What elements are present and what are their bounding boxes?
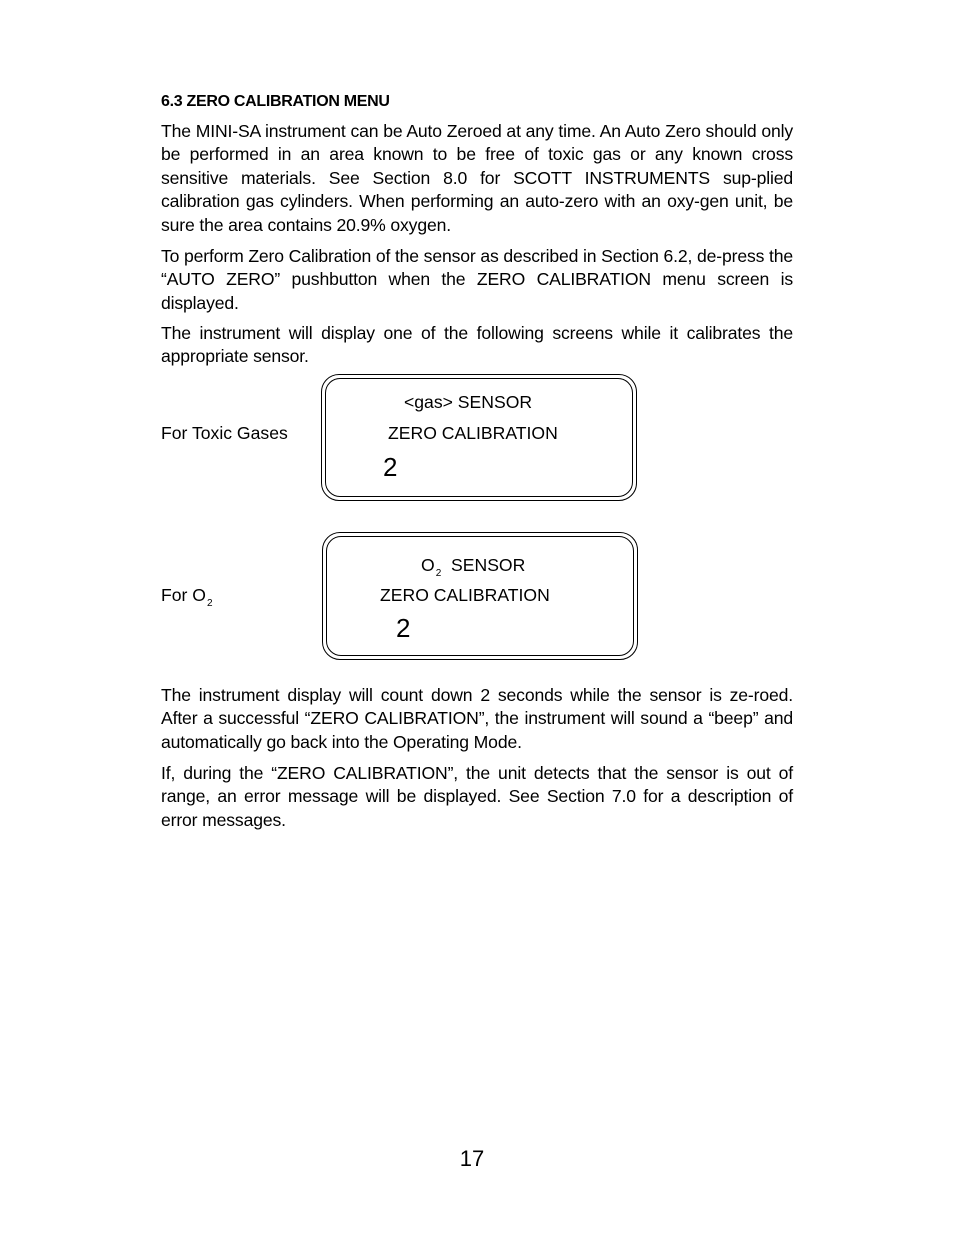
- toxic-gases-label: For Toxic Gases: [161, 423, 288, 443]
- oxygen-lcd-screen: [322, 532, 638, 660]
- display-paragraph: The instrument will display one of the following screens while it calibrates the appropriate sensor.: [161, 323, 793, 367]
- section-heading: 6.3 ZERO CALIBRATION MENU: [161, 93, 390, 110]
- error-paragraph: If, during the “ZERO CALIBRATION”, the unit detects that the sensor is out of range, an error message will be displayed. See Section 7.0 for a description of error messages.: [161, 763, 793, 830]
- intro-paragraph: The MINI-SA instrument can be Auto Zeroed at any time. An Auto Zero should only be performed in an area known to be free of toxic gas or any known cross sensitive materials. See Section 8.0 for SCOTT INSTRUMENTS sup-plied calibration gas cylinders. When performing an auto-zero with an oxy-gen unit, be sure the area contains 20.9% oxygen.: [161, 121, 793, 235]
- procedure-paragraph: To perform Zero Calibration of the sensor as described in Section 6.2, de-press the “AUTO ZERO” pushbutton when the ZERO CALIBRATION menu screen is displayed.: [161, 246, 794, 313]
- oxygen-lcd-line1-sensor: SENSOR: [441, 555, 526, 575]
- toxic-lcd-screen: [321, 374, 637, 501]
- oxygen-lcd-line2: ZERO CALIBRATION: [380, 585, 550, 605]
- oxygen-lcd-line1-o: O: [421, 555, 435, 575]
- oxygen-label: [161, 585, 213, 609]
- toxic-lcd-line2: ZERO CALIBRATION: [388, 423, 558, 443]
- toxic-countdown: 2: [383, 452, 398, 482]
- page-number: 17: [459, 1146, 485, 1171]
- oxygen-countdown: 2: [396, 613, 411, 643]
- oxygen-lcd-line1: [421, 555, 526, 579]
- countdown-paragraph: The instrument display will count down 2 seconds while the sensor is ze-roed. After a successful “ZERO CALIBRATION”, the instrument will sound a “beep” and automatically go back into the Operating Mode.: [161, 685, 793, 752]
- oxygen-label-subscript: 2: [206, 598, 213, 609]
- oxygen-lcd-line1-subscript: 2: [435, 568, 442, 579]
- toxic-lcd-line1: <gas> SENSOR: [404, 392, 533, 412]
- oxygen-label-text: For O: [161, 585, 206, 605]
